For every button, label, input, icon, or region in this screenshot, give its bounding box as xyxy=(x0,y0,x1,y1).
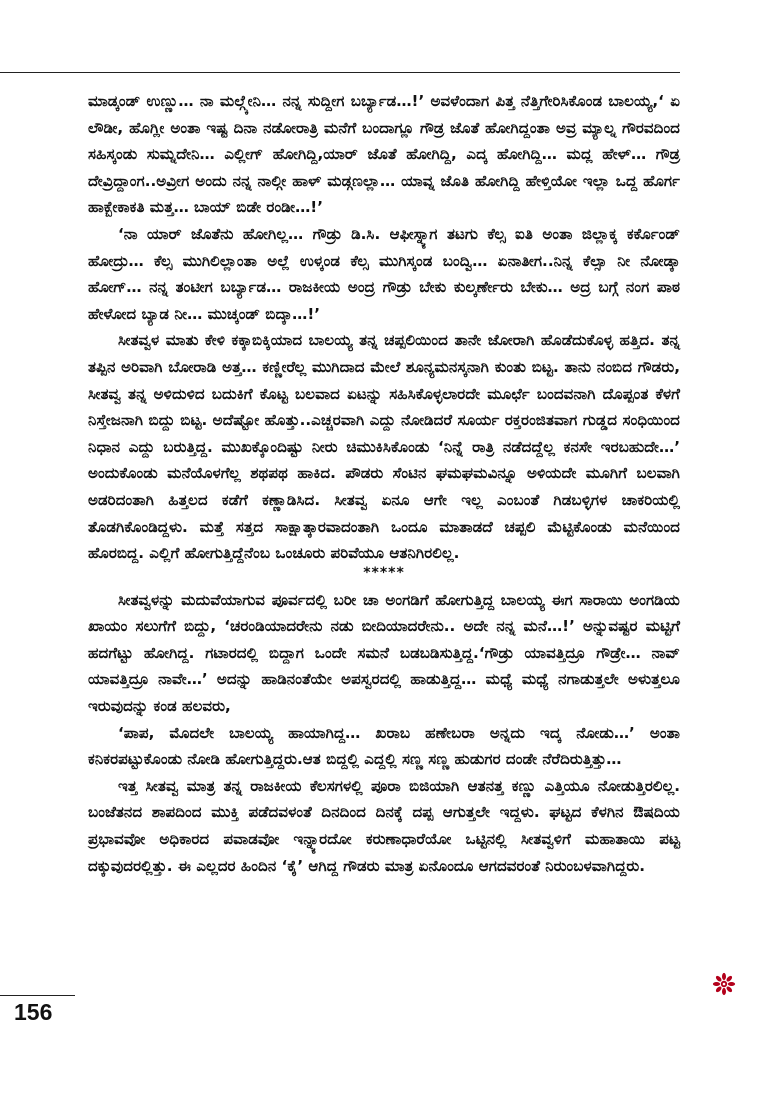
paragraph-4: ಸೀತವ್ವಳನ್ನು ಮದುವೆಯಾಗುವ ಪೂರ್ವದಲ್ಲಿ ಬರೀ ಚಾ ಅಂಗಡಿಗೆ ಹೋಗುತ್ತಿದ್ದ ಬಾಲಯ್ಯ ಈಗ ಸಾರಾಯಿ ಅಂಗಡಿಯ ಖಾಯಂ ಸಲುಗೆಗೆ ಬಿದ್ದು, ‘ಚರಂಡಿಯಾದರೇನು ನಡು ಬೀದಿಯಾದರೇನು.. ಅದೇ ನನ್ನ ಮನೆ…!’ ಅನ್ನುವಷ್ಟರ ಮಟ್ಟಿಗೆ ಹದಗೆಟ್ಟು ಹೋಗಿದ್ದ. ಗಟಾರದಲ್ಲಿ ಬಿದ್ದಾಗ ಒಂದೇ ಸಮನೆ ಬಡಬಡಿಸುತ್ತಿದ್ದ.‘ಗೌಡ್ರು ಯಾವತ್ತಿದ್ರೂ ಗೌಡ್ರೇ… ನಾವ್ ಯಾವತ್ತಿದ್ರೂ ನಾವೇ…’ ಅದನ್ನು ಹಾಡಿನಂತೆಯೇ ಅಪಸ್ವರದಲ್ಲಿ ಹಾಡುತ್ತಿದ್ದ… ಮಧ್ಯೆ ಮಧ್ಯೆ ನಗಾಡುತ್ತಲೇ ಅಳುತ್ತಲೂ ಇರುವುದನ್ನು ಕಂಡ ಹಲವರು, xyxy=(88,590,680,716)
paragraph-3: ಸೀತವ್ವಳ ಮಾತು ಕೇಳಿ ಕಕ್ಕಾಬಿಕ್ಕಿಯಾದ ಬಾಲಯ್ಯ ತನ್ನ ಚಪ್ಪಲಿಯಿಂದ ತಾನೇ ಜೋರಾಗಿ ಹೊಡೆದುಕೊಳ್ಳ ಹತ್ತಿದ. ತನ್ನ ತಪ್ಪಿನ ಅರಿವಾಗಿ ಬೋರಾಡಿ ಅತ್ತ… ಕಣ್ಣೀರೆಲ್ಲ ಮುಗಿದಾದ ಮೇಲೆ ಶೂನ್ಯಮನಸ್ಕನಾಗಿ ಕುಂತು ಬಿಟ್ಟ. ತಾನು ನಂಬಿದ ಗೌಡರು, ಸೀತವ್ವ ತನ್ನ ಅಳಿದುಳಿದ ಬದುಕಿಗೆ ಕೊಟ್ಟ ಬಲವಾದ ಏಟನ್ನು ಸಹಿಸಿಕೊಳ್ಳಲಾರದೇ ಮೂರ್ಛೆ ಬಂದವನಾಗಿ ದೊಪ್ಪಂತ ಕೆಳಗೆ ನಿಸ್ತೇಜನಾಗಿ ಬಿದ್ದು ಬಿಟ್ಟ. ಅದೆಷ್ಟೋ ಹೊತ್ತು..ಎಚ್ಚರವಾಗಿ ಎದ್ದು ನೋಡಿದರೆ ಸೂರ್ಯ ರಕ್ತರಂಜಿತವಾಗ ಗುಡ್ಡದ ಸಂಧಿಯಿಂದ ನಿಧಾನ ಎದ್ದು ಬರುತ್ತಿದ್ದ. ಮುಖಕ್ಕೊಂದಿಷ್ಟು ನೀರು ಚಿಮುಕಿಸಿಕೊಂಡು ‘ನಿನ್ನೆ ರಾತ್ರಿ ನಡೆದದ್ದೆಲ್ಲ ಕನಸೇ ಇರಬಹುದೇ…’ ಅಂದುಕೊಂಡು ಮನೆಯೊಳಗೆಲ್ಲ ಶಥಪಥ ಹಾಕಿದ. ಪೌಡರು ಸೆಂಟಿನ ಘಮಘಮವಿನ್ನೂ ಅಳಿಯದೇ ಮೂಗಿಗೆ ಬಲವಾಗಿ ಅಡರಿದಂತಾಗಿ ಹಿತ್ತಲದ ಕಡೆಗೆ ಕಣ್ಣಾಡಿಸಿದ. ಸೀತವ್ವ ಏನೂ ಆಗೇ ಇಲ್ಲ ಎಂಬಂತೆ ಗಿಡಬಳ್ಳಿಗಳ ಚಾಕರಿಯಲ್ಲಿ ತೊಡಗಿಕೊಂಡಿದ್ದಳು. ಮತ್ತೆ ಸತ್ತದ ಸಾಕ್ಷಾತ್ಕಾರವಾದಂತಾಗಿ ಒಂದೂ ಮಾತಾಡದೆ ಚಪ್ಪಲಿ ಮೆಟ್ಟಿಕೊಂಡು ಮನೆಯಿಂದ ಹೊರಬಿದ್ದ. ಎಲ್ಲಿಗೆ ಹೋಗುತ್ತಿದ್ದೆನೆಂಬ ಒಂಚೂರು ಪರಿವೆಯೂ ಆತನಿಗಿರಲಿಲ್ಲ. xyxy=(88,331,680,563)
paragraph-6: ಇತ್ತ ಸೀತವ್ವ ಮಾತ್ರ ತನ್ನ ರಾಜಕೀಯ ಕೆಲಸಗಳಲ್ಲಿ ಪೂರಾ ಬಿಜಿಯಾಗಿ ಆತನತ್ತ ಕಣ್ಣು ಎತ್ತಿಯೂ ನೋಡುತ್ತಿರಲಿಲ್ಲ. ಬಂಜೆತನದ ಶಾಪದಿಂದ ಮುಕ್ತಿ ಪಡೆದವಳಂತೆ ದಿನದಿಂದ ದಿನಕ್ಕೆ ದಪ್ಪ ಆಗುತ್ತಲೇ ಇದ್ದಳು. ಘಟ್ಟದ ಕೆಳಗಿನ ಔಷದಿಯ ಪ್ರಭಾವವೋ ಅಧಿಕಾರದ ಪವಾಡವೋ ಇನ್ನ್ಯಾರದೋ ಕರುಣಾಧಾರೆಯೋ ಒಟ್ಟಿನಲ್ಲಿ ಸೀತವ್ವಳಿಗೆ ಮಹಾತಾಯಿ ಪಟ್ಟ ದಕ್ಕುವುದರಲ್ಲಿತ್ತು. ಈ ಎಲ್ಲದರ ಹಿಂದಿನ ‘ಕೈ’ ಆಗಿದ್ದ ಗೌಡರು ಮಾತ್ರ ಏನೊಂದೂ ಆಗದವರಂತೆ ನಿರುಂಬಳವಾಗಿದ್ದರು. xyxy=(88,776,680,875)
header-rule xyxy=(0,72,680,73)
flower-icon xyxy=(712,972,736,996)
page-body xyxy=(88,88,680,879)
footer-rule xyxy=(0,995,75,996)
paragraph-5: ‘ಪಾಪ, ಮೊದಲೇ ಬಾಲಯ್ಯ ಹಾಯಾಗಿದ್ದ… ಖರಾಬ ಹಣೇಬರಾ ಅನ್ನದು ಇದ್ಕ ನೋಡು…’ ಅಂತಾ ಕನಿಕರಪಟ್ಟುಕೊಂಡು ನೋಡಿ ಹೋಗುತ್ತಿದ್ದರು.ಆತ ಬಿದ್ದಲ್ಲಿ ಎದ್ದಲ್ಲಿ ಸಣ್ಣ ಸಣ್ಣ ಹುಡುಗರ ದಂಡೇ ನೆರೆದಿರುತ್ತಿತ್ತು… xyxy=(88,723,680,769)
paragraph-1: ಮಾಡ್ಕಂಡ್ ಉಣ್ಣು… ನಾ ಮಲ್ಗ್ಕೇನಿ… ನನ್ನ ಸುದ್ದೀಗ ಬರ್ಬ್ಯಾಡ…!’ ಅವಳೆಂದಾಗ ಪಿತ್ತ ನೆತ್ತಿಗೇರಿಸಿಕೊಂಡ ಬಾಲಯ್ಯ,‘ ಏ ಲೌಡೀ, ಹೊಗ್ಲೀ ಅಂತಾ ಇಷ್ಟ ದಿನಾ ನಡೋರಾತ್ರಿ ಮನೆಗೆ ಬಂದಾಗ್ಲೂ ಗೌಡ್ರ ಜೊತೆ ಹೋಗಿದ್ದಂತಾ ಅವ್ರ ಮ್ಯಾಲ್ನ ಗೌರವದಿಂದ ಸಹಿಸ್ಕಂಡು ಸುಮ್ನದೇನಿ… ಎಲ್ಲೀಗ್ ಹೋಗಿದ್ದಿ,ಯಾರ್ ಜೊತೆ ಹೋಗಿದ್ದಿ, ಎದ್ಕ ಹೋಗಿದ್ದಿ… ಮದ್ಲ ಹೇಳ್… ಗೌಡ್ರ ದೇವ್ರಿದ್ದಾಂಗ..ಅವ್ರೀಗ ಅಂದು ನನ್ನ ನಾಲ್ಗೀ ಹಾಳ್ ಮಡ್ಗಣಲ್ಲಾ… ಯಾವ್ನ ಜೊತಿ ಹೋಗಿದ್ದಿ ಹೇಳ್ತಿಯೋ ಇಲ್ಲಾ ಒದ್ದ ಹೊರ್ಗ ಹಾಕ್ಬೇಕಾಕತಿ ಮತ್ತ… ಬಾಯ್ ಬಿಡೇ ರಂಡೀ…!’ xyxy=(88,92,680,217)
section-separator: ***** xyxy=(363,564,405,581)
paragraph-2: ‘ನಾ ಯಾರ್ ಜೊತೆನು ಹೋಗಿಲ್ಲ… ಗೌಡ್ರು ಡಿ.ಸಿ. ಆಫೀಸ್ನ್ಯಾಗ ತಟಗು ಕೆಲ್ಸ ಐತಿ ಅಂತಾ ಜಿಲ್ಲಾಕ್ಕ ಕರ್ಕೊಂಡ್ ಹೋದ್ರು… ಕೆಲ್ಸ ಮುಗಿಲಿಲ್ಲಾಂತಾ ಅಲ್ಲೆ ಉಳ್ಕಂಡ ಕೆಲ್ಸ ಮುಗಿಸ್ಕಂಡ ಬಂದ್ವಿ… ಏನಾತೀಗ..ನಿನ್ನ ಕೆಲ್ಸಾ ನೀ ನೋಡ್ಕಾ ಹೋಗ್… ನನ್ನ ತಂಟೀಗ ಬರ್ಬ್ಯಾಡ… ರಾಜಕೀಯ ಅಂದ್ರ ಗೌಡ್ರು ಬೇಕು ಕುಲ್ಕರ್ಣೇರು ಬೇಕು… ಅದ್ರ ಬಗ್ಗೆ ನಂಗ ಪಾಠ ಹೇಳೋದ ಬ್ಯಾಡ ನೀ… ಮುಚ್ಕಂಡ್ ಬಿದ್ಕಾ…!’ xyxy=(88,224,680,323)
page-number: 156 xyxy=(14,999,53,1025)
